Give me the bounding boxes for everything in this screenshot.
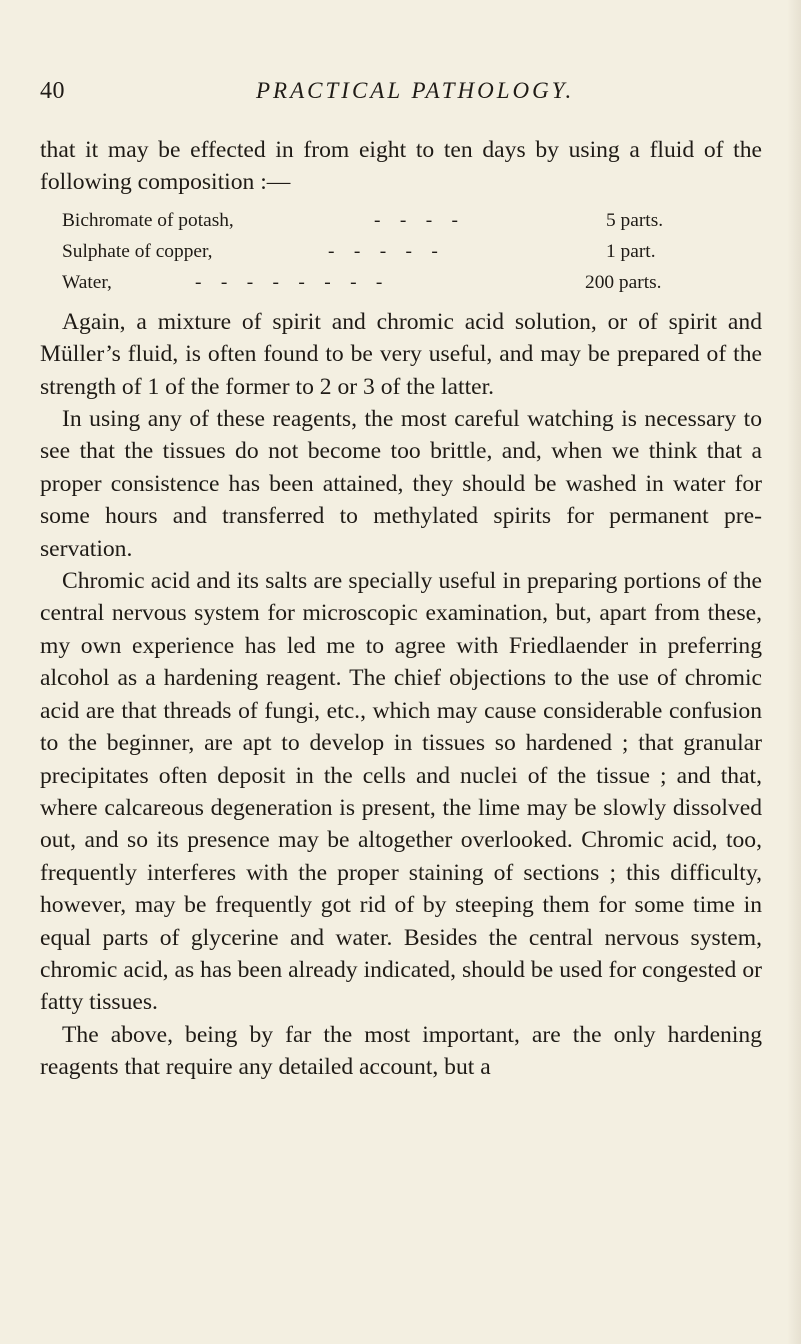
recipe-amount: 5 parts. [606, 209, 664, 231]
recipe-ingredient: Water, [62, 271, 112, 293]
recipe-row [40, 205, 762, 236]
paragraph: The above, being by far the most important, are the only hardening reagents that require any detailed account, but a [40, 1021, 762, 1081]
recipe-leader: - - - - [374, 209, 459, 231]
running-head [0, 78, 801, 108]
intro-paragraph: that it may be effected in from eight to ten days by using a fluid of the following composition :— [40, 137, 762, 196]
recipe-amount: 1 part. [606, 240, 656, 262]
paragraph: Again, a mixture of spirit and chromic acid solution, or of spirit and Müller’s fluid, is often found to be very useful, and may be prepared of the strength of 1 of the former to 2 or 3 of the latter. [40, 308, 762, 400]
paragraph: In using any of these reagents, the most careful watching is necessary to see that the tissues do not become too brittle, and, when we think that a proper consistence has been attained, they should be washed in water for some hours and transferred to methylated spirits for permanent pre- servation. [40, 406, 762, 562]
page-edge-shadow [787, 0, 801, 1344]
page-number: 40 [40, 78, 65, 104]
recipe-leader: - - - - - [328, 240, 438, 262]
paragraph: Chromic acid and its salts are specially useful in preparing portions of the central nervous system for microscopic examination, but, apart from these, my own experience has led me to agree with Friedlaender in preferring alcohol as a hardening reagent. The chief objections to the use of chromic acid are that threads of fungi, etc., which may cause considerable confusion to the beginner, are apt to develop in tissues so hardened ; that granular precipitates often deposit in the cells and nuclei of the tissue ; and that, where calcareous degeneration is present, the lime may be slowly dissolved out, and so its presence may be altogether overlooked. Chromic acid, too, frequently interferes with the proper staining of sections ; this difficulty, however, may be frequently got rid of by steeping them for some time in equal parts of glycerine and water. Besides the central nervous system, chromic acid, as has been already indicated, should be used for congested or fatty tissues. [40, 568, 762, 1016]
body-text [40, 134, 762, 1084]
running-title: PRACTICAL PATHOLOGY. [256, 78, 575, 103]
recipe-ingredient: Sulphate of copper, [62, 240, 213, 262]
recipe-leader: - - - - - - - - [195, 271, 383, 293]
recipe-table [40, 205, 762, 298]
recipe-row [40, 236, 762, 267]
recipe-ingredient: Bichromate of potash, [62, 209, 234, 231]
recipe-row [40, 267, 762, 298]
recipe-amount: 200 parts. [585, 271, 662, 293]
